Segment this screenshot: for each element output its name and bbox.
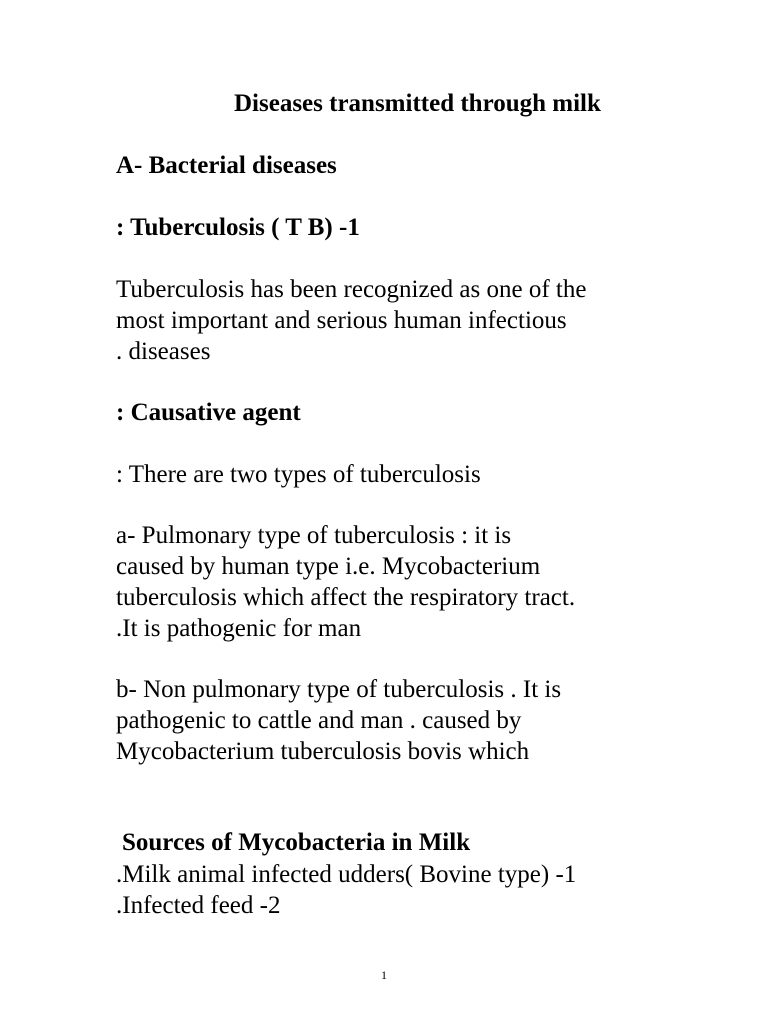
types-intro-line: : There are two types of tuberculosis [116,461,481,488]
section-heading-bacterial: A- Bacterial diseases [116,152,337,179]
type-a-line: .It is pathogenic for man [116,615,362,642]
source-list-item: .Milk animal infected udders( Bovine type) -1 [116,861,577,888]
intro-line: most important and serious human infectious [116,307,567,334]
intro-line: Tuberculosis has been recognized as one of the [116,276,587,303]
page-number: 1 [381,968,387,982]
type-b-line: Mycobacterium tuberculosis bovis which [116,738,530,765]
type-b-line: b- Non pulmonary type of tuberculosis . It is [116,676,562,703]
type-a-line: caused by human type i.e. Mycobacterium [116,553,541,580]
type-a-line: tuberculosis which affect the respiratory tract. [116,584,576,611]
intro-line: . diseases [116,338,211,365]
subsection-heading-causative-agent: : Causative agent [116,399,301,426]
subsection-heading-tuberculosis: : Tuberculosis ( T B) -1 [116,214,360,241]
type-b-line: pathogenic to cattle and man . caused by [116,707,522,734]
sources-heading: Sources of Mycobacteria in Milk [122,829,471,856]
document-title: Diseases transmitted through milk [234,90,601,117]
source-list-item: .Infected feed -2 [116,892,281,919]
type-a-line: a- Pulmonary type of tuberculosis : it is [116,522,512,549]
